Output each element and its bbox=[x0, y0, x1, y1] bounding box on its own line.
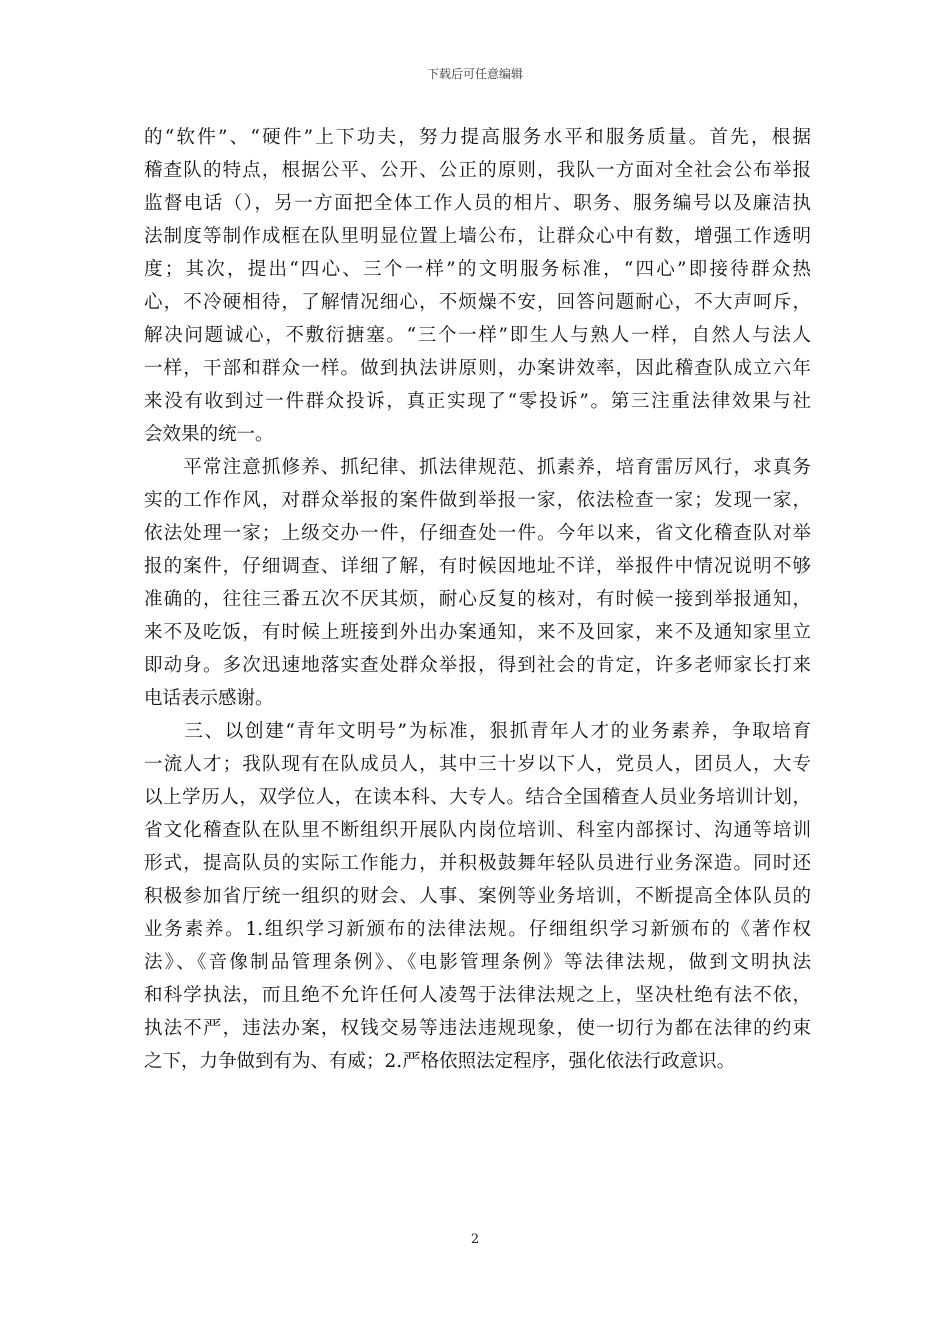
text-line: 积极参加省厅统一组织的财会、人事、案例等业务培训，不断提高全体队员的 bbox=[144, 886, 811, 907]
text-line: 监督电话（），另一方面把全体工作人员的相片、职务、服务编号以及廉洁执 bbox=[144, 193, 811, 214]
text-line: 报的案件，仔细调查、详细了解，有时候因地址不详，举报件中情况说明不够 bbox=[144, 556, 811, 577]
text-line: 省文化稽查队在队里不断组织开展队内岗位培训、科室内部探讨、沟通等培训 bbox=[144, 820, 811, 841]
text-line: 一流人才；我队现有在队成员人，其中三十岁以下人，党员人，团员人，大专 bbox=[144, 754, 811, 775]
text-line: 一样，干部和群众一样。做到执法讲原则，办案讲效率，因此稽查队成立六年 bbox=[144, 358, 811, 379]
text-line: 稽查队的特点，根据公平、公开、公正的原则，我队一方面对全社会公布举报 bbox=[144, 160, 811, 181]
text-line: 解决问题诚心，不敷衍搪塞。“三个一样”即生人与熟人一样，自然人与法人 bbox=[144, 325, 811, 346]
text-line: 和科学执法，而且绝不允许任何人凌驾于法律法规之上，坚决杜绝有法不依， bbox=[144, 985, 811, 1006]
document-body bbox=[144, 121, 811, 1078]
text-line: 执法不严，违法办案，权钱交易等违法违规现象，使一切行为都在法律的约束 bbox=[144, 1018, 811, 1039]
text-line: 来不及吃饭，有时候上班接到外出办案通知，来不及回家，来不及通知家里立 bbox=[144, 622, 811, 643]
text-line: 电话表示感谢。 bbox=[144, 688, 274, 709]
text-line: 度；其次，提出“四心、三个一样”的文明服务标准，“四心”即接待群众热 bbox=[144, 259, 811, 280]
text-line: 法制度等制作成框在队里明显位置上墙公布，让群众心中有数，增强工作透明 bbox=[144, 226, 811, 247]
text-line: 会效果的统一。 bbox=[144, 424, 274, 445]
page-header: 下载后可任意编辑 bbox=[426, 67, 523, 81]
text-line: 以上学历人，双学位人，在读本科、大专人。结合全国稽查人员业务培训计划， bbox=[144, 787, 811, 808]
text-line: 的“软件”、“硬件”上下功夫，努力提高服务水平和服务质量。首先，根据 bbox=[144, 127, 811, 148]
text-line: 实的工作作风，对群众举报的案件做到举报一家，依法检查一家；发现一家， bbox=[144, 490, 811, 511]
text-line: 三、以创建“青年文明号”为标准，狠抓青年人才的业务素养，争取培育 bbox=[144, 721, 811, 742]
text-line: 准确的，往往三番五次不厌其烦，耐心反复的核对，有时候一接到举报通知， bbox=[144, 589, 811, 610]
text-line: 形式，提高队员的实际工作能力，并积极鼓舞年轻队员进行业务深造。同时还 bbox=[144, 853, 811, 874]
text-line: 平常注意抓修养、抓纪律、抓法律规范、抓素养，培育雷厉风行，求真务 bbox=[144, 457, 811, 478]
text-line: 法》、《音像制品管理条例》、《电影管理条例》等法律法规，做到文明执法 bbox=[144, 952, 811, 973]
text-line: 业务素养。1.组织学习新颁布的法律法规。仔细组织学习新颁布的《著作权 bbox=[144, 919, 811, 940]
text-line: 之下，力争做到有为、有威；2.严格依照法定程序，强化依法行政意识。 bbox=[144, 1051, 736, 1072]
text-line: 心，不冷硬相待，了解情况细心，不烦燥不安，回答问题耐心，不大声呵斥， bbox=[144, 292, 811, 313]
text-line: 即动身。多次迅速地落实查处群众举报，得到社会的肯定，许多老师家长打来 bbox=[144, 655, 811, 676]
text-line: 来没有收到过一件群众投诉，真正实现了“零投诉”。第三注重法律效果与社 bbox=[144, 391, 811, 412]
text-line: 依法处理一家；上级交办一件，仔细查处一件。今年以来，省文化稽查队对举 bbox=[144, 523, 811, 544]
page-number: 2 bbox=[470, 1232, 480, 1247]
